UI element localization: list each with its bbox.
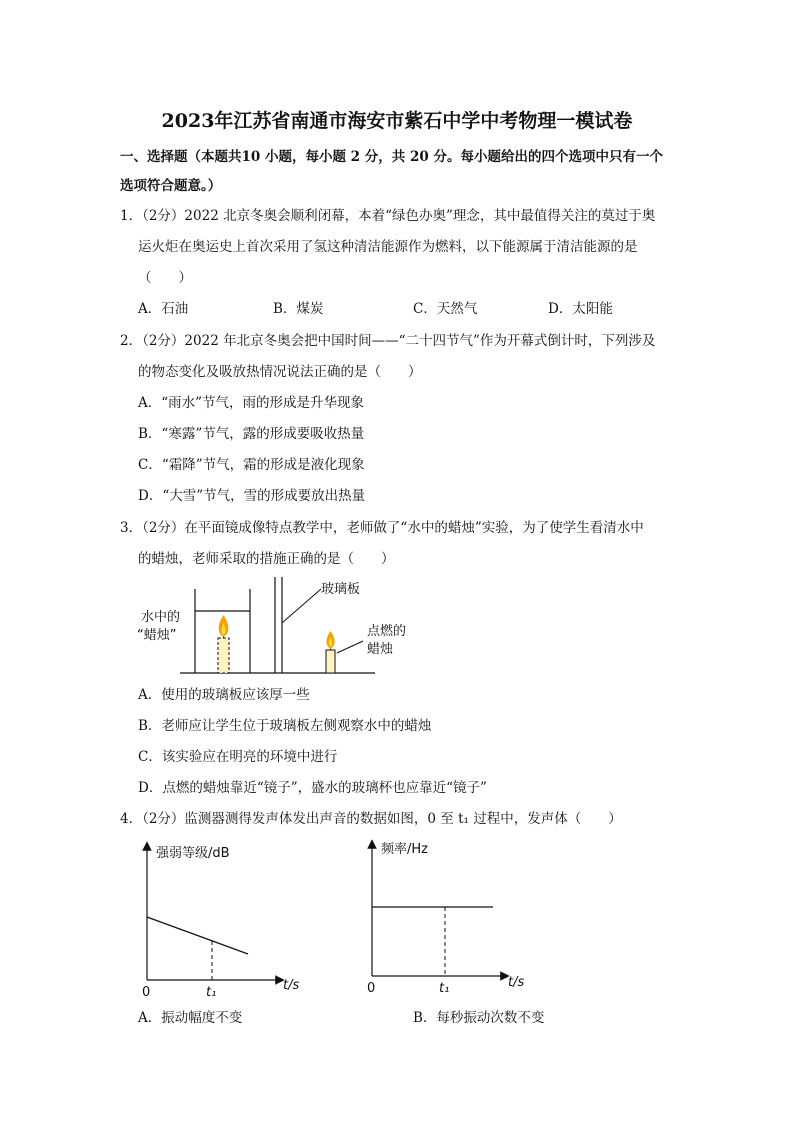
question-1-line-3: （ ） [138, 270, 192, 286]
label-lit-candle-2: 蜡烛 [367, 642, 394, 657]
t1-label: t₁ [206, 985, 217, 1000]
label-lit-candle-1: 点燃的 [367, 624, 407, 639]
candle-mirror-figure [135, 575, 435, 685]
question-3-option-d: D．点燃的蜡烛靠近“镜子”，盛水的玻璃杯也应靠近“镜子” [138, 780, 487, 796]
section-heading-cont: 选项符合题意。） [120, 178, 222, 194]
question-2-line-2: 的物态变化及吸放热情况说法正确的是（ ） [138, 364, 422, 380]
question-1-option-a: A．石油 [138, 301, 189, 317]
chart-frequency [365, 836, 545, 1001]
section-heading: 一、选择题（本题共10 小题，每小题 2 分，共 20 分。每小题给出的四个选项中只有一个 [120, 149, 663, 165]
question-1-line-1: 1．（2分）2022 北京冬奥会顺利闭幕，本着“绿色办奥”理念，其中最值得关注的莫过于奥 [120, 208, 656, 224]
question-3-option-c: C．该实验应在明亮的环境中进行 [138, 749, 338, 765]
question-3-line-2: 的蜡烛，老师采取的措施正确的是（ ） [138, 551, 395, 567]
question-4-option-b: B．每秒振动次数不变 [413, 1010, 545, 1026]
question-1-option-b: B．煤炭 [273, 301, 324, 317]
lit-candle [326, 631, 335, 673]
label-water-candle-1: 水中的 [141, 610, 181, 625]
question-2-option-a: A．“雨水”节气，雨的形成是升华现象 [138, 395, 365, 411]
water-candle [218, 615, 229, 673]
question-1-option-d: D．太阳能 [548, 301, 613, 317]
page-title: 2023年江苏省南通市海安市紫石中学中考物理一模试卷 [161, 110, 633, 132]
y-axis-label: 频率/Hz [381, 842, 428, 857]
intensity-series-line [147, 917, 248, 954]
origin-label: 0 [142, 985, 151, 1000]
t1-label: t₁ [439, 981, 450, 996]
question-3-option-b: B．老师应让学生位于玻璃板左侧观察水中的蜡烛 [138, 718, 432, 734]
glass-plate [275, 577, 282, 673]
question-1-line-2: 运火炬在奥运史上首次采用了氢这种清洁能源作为燃料，以下能源属于清洁能源的是 [138, 239, 638, 255]
question-2-option-c: C．“霜降”节气，霜的形成是液化现象 [138, 457, 365, 473]
chart-intensity [140, 838, 320, 1003]
x-axis-label: t/s [508, 975, 525, 990]
question-4-line-1: 4．（2分）监测器测得发声体发出声音的数据如图，0 至 t₁ 过程中，发声体（ ） [120, 811, 622, 827]
origin-label: 0 [367, 981, 376, 996]
question-3-line-1: 3．（2分）在平面镜成像特点教学中，老师做了“水中的蜡烛”实验，为了使学生看清水中 [120, 520, 644, 536]
question-2-line-1: 2．（2分）2022 年北京冬奥会把中国时间——“二十四节气”作为开幕式倒计时，下列涉及 [120, 333, 656, 349]
question-3-option-a: A．使用的玻璃板应该厚一些 [138, 687, 310, 703]
y-axis-label: 强弱等级/dB [156, 846, 230, 861]
question-2-option-b: B．“寒露”节气，露的形成要吸收热量 [138, 426, 365, 442]
label-glass: 玻璃板 [321, 582, 361, 597]
question-2-option-d: D．“大雪”节气，雪的形成要放出热量 [138, 488, 366, 504]
x-axis-label: t/s [283, 978, 300, 993]
label-water-candle-2: “蜡烛” [137, 628, 177, 643]
question-1-option-c: C．天然气 [413, 301, 478, 317]
question-4-option-a: A．振动幅度不变 [138, 1010, 243, 1026]
